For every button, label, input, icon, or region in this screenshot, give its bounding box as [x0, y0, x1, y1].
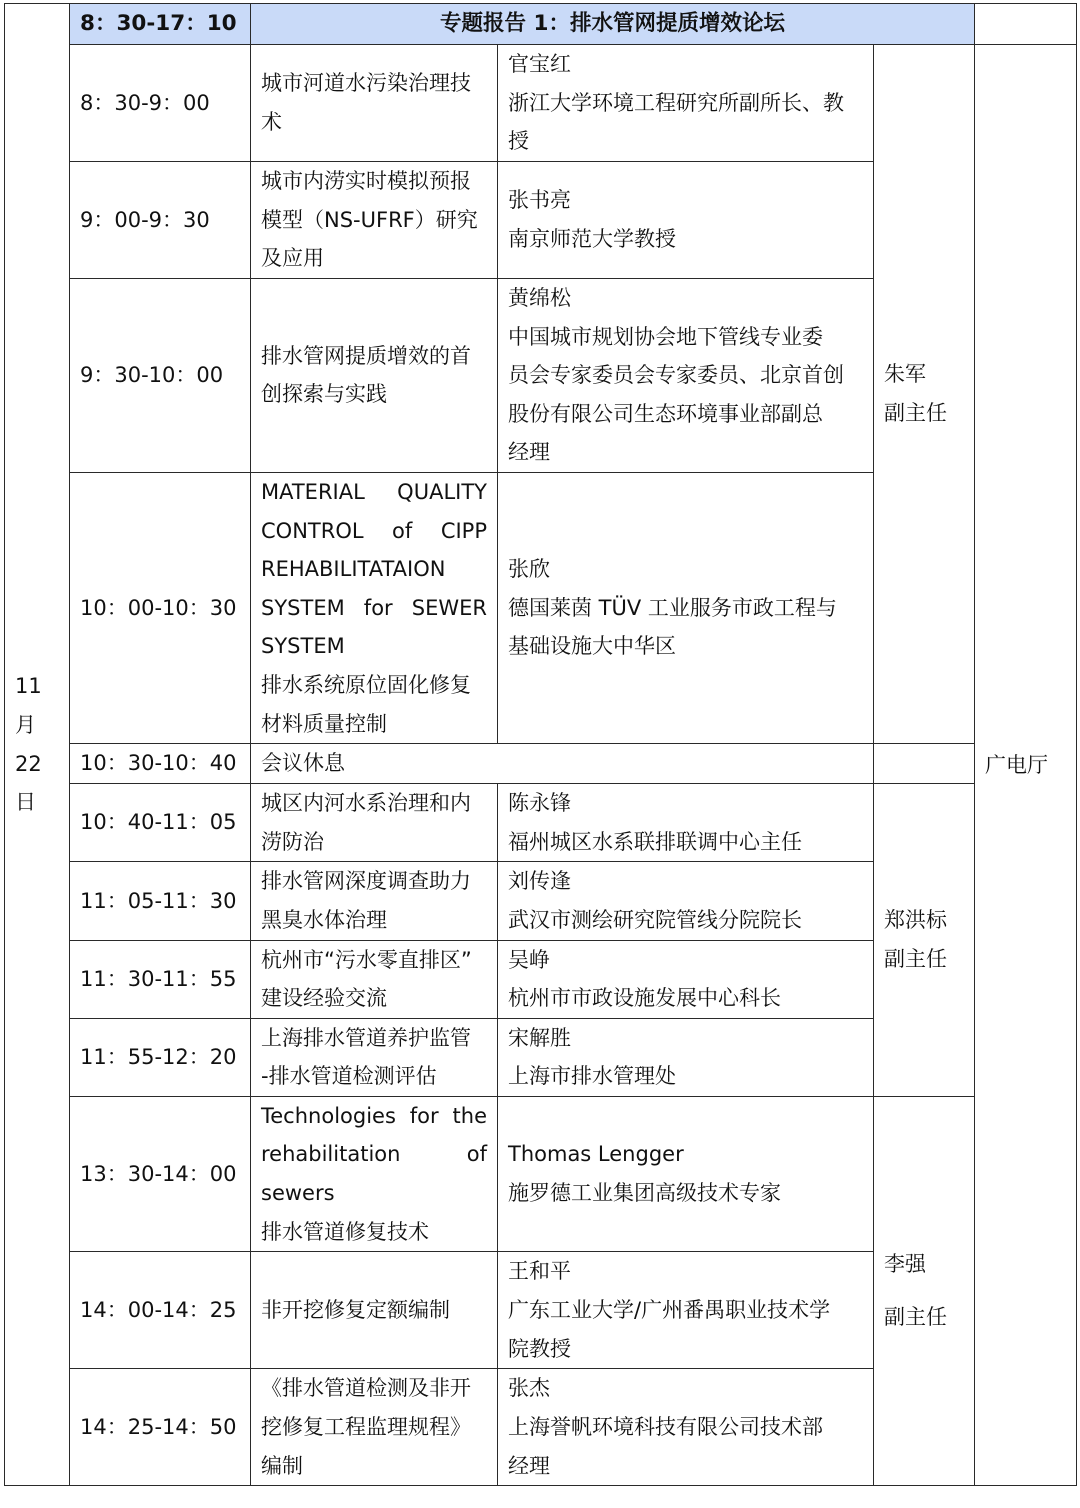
- speaker-name: 黄绵松: [508, 286, 571, 310]
- speaker-title: 杭州市市政设施发展中心科长: [508, 986, 781, 1011]
- row-topic: [251, 1018, 498, 1096]
- moderator-name: 郑洪标: [884, 908, 947, 933]
- topic-line: -排水管道检测评估: [261, 1064, 437, 1089]
- moderator-cell: [874, 1096, 975, 1485]
- topic-line: SYSTEM: [261, 634, 345, 659]
- speaker-title: 上海誉帆环境科技有限公司技术部: [508, 1414, 823, 1439]
- table-row: [5, 45, 1077, 162]
- speaker-title: 德国莱茵 TÜV 工业服务市政工程与: [508, 595, 837, 620]
- speaker-title: 基础设施大中华区: [508, 634, 676, 659]
- speaker-title: 浙江大学环境工程研究所副所长、教: [508, 90, 844, 115]
- row-time: 8：30-9：00: [70, 45, 251, 162]
- row-topic: [251, 784, 498, 862]
- topic-line: Technologies for the: [261, 1103, 487, 1128]
- row-topic: [251, 940, 498, 1018]
- row-topic: [251, 862, 498, 940]
- header-row: [5, 4, 1077, 45]
- speaker-title: 福州城区水系联排联调中心主任: [508, 829, 802, 854]
- speaker-name: 陈永锋: [508, 791, 571, 816]
- speaker-title: 南京师范大学教授: [508, 227, 676, 251]
- row-time: 14：00-14：25: [70, 1252, 251, 1369]
- topic-line: 城市内涝实时模拟预报: [261, 169, 471, 194]
- speaker-name: 宋解胜: [508, 1025, 571, 1050]
- row-time: 9：30-10：00: [70, 279, 251, 473]
- header-title: 专题报告 1：排水管网提质增效论坛: [251, 4, 975, 45]
- moderator-empty-cell: [874, 744, 975, 784]
- row-speaker: [498, 1096, 874, 1251]
- topic-line: 黑臭水体治理: [261, 907, 387, 932]
- date-day-number: 11: [15, 674, 42, 699]
- topic-line: 《排水管道检测及非开: [261, 1376, 471, 1401]
- moderator-cell: [874, 784, 975, 1097]
- speaker-name: 张书亮: [508, 188, 571, 213]
- row-topic: 会议休息: [251, 744, 874, 784]
- topic-line: 城市河道水污染治理技: [261, 71, 471, 96]
- speaker-name: 张欣: [508, 557, 550, 582]
- moderator-role: 副主任: [884, 947, 947, 971]
- moderator-name: 李强: [884, 1252, 926, 1277]
- topic-line: 编制: [261, 1453, 303, 1478]
- topic-line: 排水管网提质增效的首: [261, 343, 471, 368]
- row-topic: [251, 1369, 498, 1486]
- topic-line: 建设经验交流: [261, 986, 387, 1011]
- speaker-title: 中国城市规划协会地下管线专业委: [508, 324, 823, 349]
- speaker-name: Thomas Lengger: [508, 1142, 684, 1167]
- row-speaker: [498, 1369, 874, 1486]
- header-time: 8：30-17：10: [70, 4, 251, 45]
- schedule-table: [4, 3, 1077, 1486]
- speaker-title: 员会专家委员会专家委员、北京首创: [508, 363, 844, 388]
- speaker-name: 官宝红: [508, 52, 571, 77]
- moderator-role: 副主任: [884, 401, 947, 426]
- moderator-name: 朱军: [884, 362, 926, 387]
- row-time: 10：00-10：30: [70, 472, 251, 743]
- topic-line: 排水管道修复技术: [261, 1219, 429, 1244]
- topic-line: SYSTEM for SEWER: [261, 595, 487, 620]
- topic-line: 创探索与实践: [261, 382, 387, 407]
- date-month-char: 月: [15, 713, 36, 738]
- row-topic: [251, 162, 498, 279]
- table-row: [5, 784, 1077, 862]
- speaker-title: 施罗德工业集团高级技术专家: [508, 1181, 781, 1206]
- row-speaker: [498, 162, 874, 279]
- row-speaker: [498, 45, 874, 162]
- topic-line: CONTROL of CIPP: [261, 518, 487, 543]
- speaker-title: 院教授: [508, 1336, 571, 1361]
- topic-line: 术: [261, 110, 282, 134]
- date-day: 22: [15, 751, 42, 776]
- topic-line: 排水管网深度调查助力: [261, 869, 471, 894]
- date-day-char: 日: [15, 790, 36, 815]
- topic-line: 挖修复工程监理规程》: [261, 1414, 471, 1439]
- row-time: 10：30-10：40: [70, 744, 251, 784]
- row-time: 14：25-14：50: [70, 1369, 251, 1486]
- speaker-title: 上海市排水管理处: [508, 1064, 676, 1089]
- topic-line: sewers: [261, 1181, 335, 1206]
- speaker-name: 王和平: [508, 1259, 571, 1284]
- row-time: 11：30-11：55: [70, 940, 251, 1018]
- date-cell: [5, 4, 70, 1486]
- row-speaker: [498, 784, 874, 862]
- speaker-title: 经理: [508, 1453, 550, 1478]
- topic-line: 材料质量控制: [261, 711, 387, 736]
- header-blank-cell: [975, 4, 1077, 45]
- row-topic: [251, 1252, 498, 1369]
- row-topic: [251, 279, 498, 473]
- speaker-name: 张杰: [508, 1376, 550, 1401]
- row-topic: [251, 1096, 498, 1251]
- row-speaker: [498, 940, 874, 1018]
- row-speaker: [498, 279, 874, 473]
- topic-line: 上海排水管道养护监管: [261, 1025, 471, 1050]
- moderator-cell: [874, 45, 975, 744]
- topic-line: 杭州市“污水零直排区”: [261, 947, 472, 972]
- topic-line: 模型（NS-UFRF）研究: [261, 207, 478, 232]
- speaker-title: 经理: [508, 440, 550, 465]
- row-topic: [251, 45, 498, 162]
- speaker-title: 广东工业大学/广州番禺职业技术学: [508, 1297, 831, 1322]
- topic-line: 城区内河水系治理和内: [261, 791, 471, 816]
- venue-cell: 广电厅: [975, 45, 1077, 1486]
- topic-line: 涝防治: [261, 829, 324, 854]
- row-speaker: [498, 1252, 874, 1369]
- topic-line: 及应用: [261, 246, 324, 271]
- row-speaker: [498, 1018, 874, 1096]
- row-time: 10：40-11：05: [70, 784, 251, 862]
- row-topic: [251, 472, 498, 743]
- row-time: 13：30-14：00: [70, 1096, 251, 1251]
- topic-line: 非开挖修复定额编制: [261, 1297, 450, 1322]
- topic-line: REHABILITATAION: [261, 557, 446, 582]
- topic-line: MATERIAL QUALITY: [261, 479, 487, 504]
- speaker-name: 吴峥: [508, 947, 550, 972]
- speaker-title: 武汉市测绘研究院管线分院院长: [508, 907, 802, 932]
- speaker-title: 授: [508, 129, 529, 154]
- row-time: 9：00-9：30: [70, 162, 251, 279]
- topic-line: 排水系统原位固化修复: [261, 672, 471, 697]
- speaker-name: 刘传逢: [508, 869, 571, 894]
- row-speaker: [498, 862, 874, 940]
- topic-line: rehabilitation of: [261, 1142, 487, 1167]
- speaker-title: 股份有限公司生态环境事业部副总: [508, 401, 823, 426]
- row-speaker: [498, 472, 874, 743]
- table-row: [5, 1096, 1077, 1251]
- table-row-break: [5, 744, 1077, 784]
- row-time: 11：05-11：30: [70, 862, 251, 940]
- moderator-role: 副主任: [884, 1305, 947, 1330]
- row-time: 11：55-12：20: [70, 1018, 251, 1096]
